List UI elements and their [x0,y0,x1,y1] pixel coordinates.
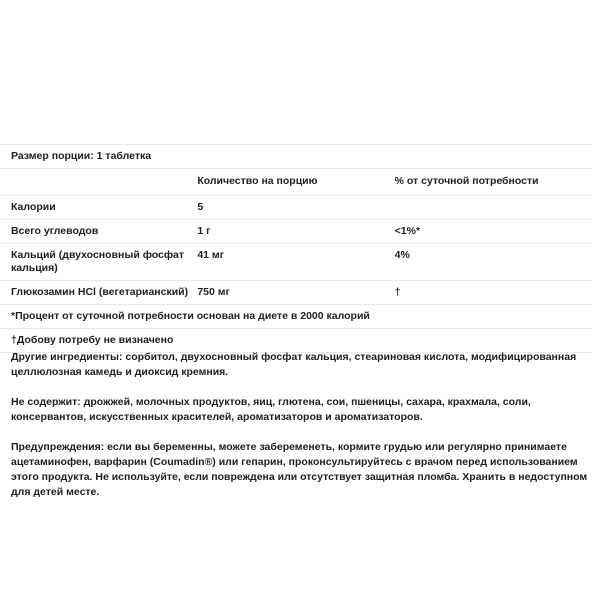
nutrient-name: Калории [11,201,56,213]
serving-size-label: Размер порции: 1 таблетка [11,150,152,162]
nutrient-amount: 5 [197,201,204,213]
column-header-amount-per-serving: Количество на порцию [197,175,318,187]
supplement-facts-table-body [0,145,592,353]
nutrient-daily-value: 4% [394,249,410,261]
table-row [0,281,592,305]
table-row [0,220,592,244]
warnings-text: Предупреждения: если вы беременны, можете забеременеть, кормите грудью или регулярно принимаете ацетаминофен, варфарин (Coumadin®) или гепарин, проконсультируйтесь с врачом перед использованием этого продукта. Не используйте, если повреждена или отсутствует защитная пломба. Хранить в недоступном для детей месте. [11,441,588,498]
table-row [0,196,592,220]
product-notes [11,350,589,500]
serving-size-row [0,145,592,169]
supplement-facts-table [0,144,592,353]
daily-value-footnote: *Процент от суточной потребности основан на диете в 2000 калорий [11,310,370,322]
nutrient-amount: 750 мг [197,286,230,298]
nutrient-daily-value: † [394,286,401,298]
nutrient-name: Кальций (двухосновный фосфат кальция) [11,249,185,274]
free-of-text: Не содержит: дрожжей, молочных продуктов, яиц, глютена, сои, пшеницы, сахара, крахмала, соли, консервантов, искусственных красителей, ароматизаторов и ароматизаторов. [11,396,531,423]
other-ingredients-text: Другие ингредиенты: сорбитол, двухосновный фосфат кальция, стеариновая кислота, модифицированная целлюлозная камедь и диоксид кремния. [11,351,577,378]
dagger-footnote: †Добову потребу не визначено [11,334,174,346]
nutrient-amount: 41 мг [197,249,225,261]
nutrient-amount: 1 г [197,225,211,237]
column-header-nutrient [0,169,197,196]
nutrient-daily-value: <1%* [394,225,421,237]
table-header-row [0,169,592,196]
footnote-row [0,305,592,329]
nutrient-name: Глюкозамин HCl (вегетарианский) [11,286,189,298]
column-header-daily-value: % от суточной потребности [394,175,539,187]
table-row [0,244,592,281]
nutrient-daily-value [395,196,592,220]
footnote-row [0,329,592,353]
nutrient-name: Всего углеводов [11,225,99,237]
